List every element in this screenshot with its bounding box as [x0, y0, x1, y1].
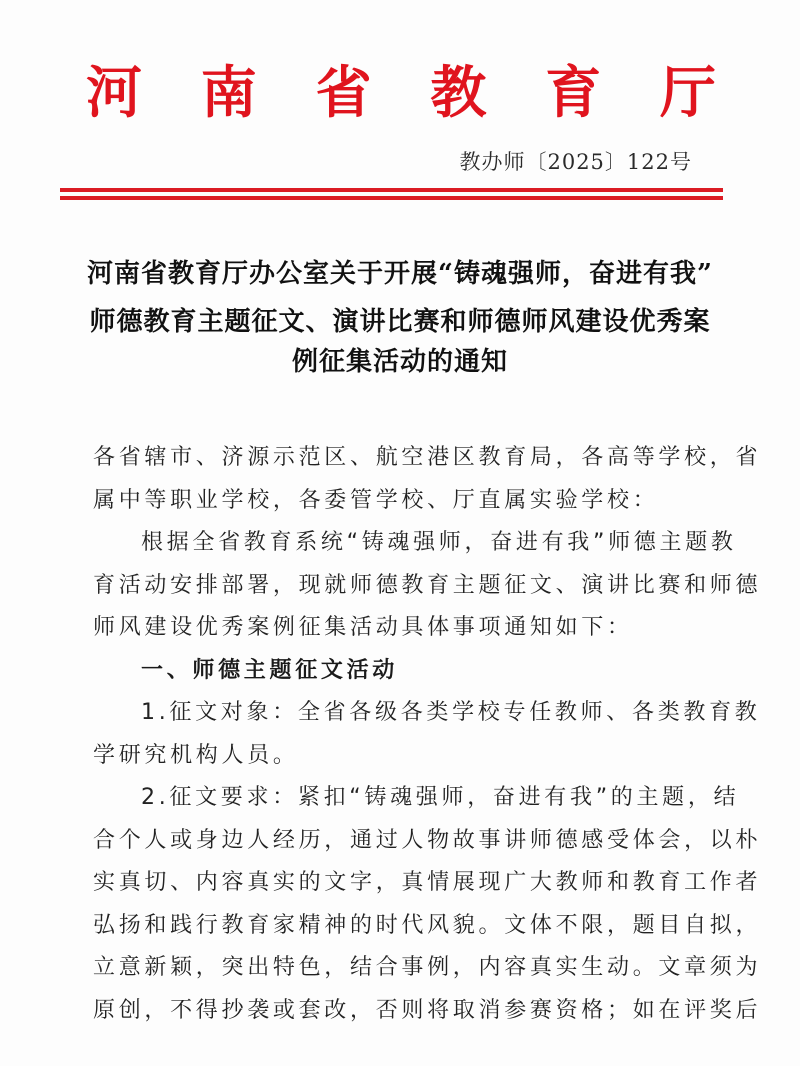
red-divider-thick [60, 188, 723, 192]
masthead-char: 教 [430, 60, 487, 126]
masthead-issuer [86, 58, 716, 128]
masthead-char: 省 [315, 60, 372, 126]
body-text-line: 弘扬和践行教育家精神的时代风貌。文体不限，题目自拟， [93, 912, 762, 938]
body-text-line: 原创，不得抄袭或套改，否则将取消参赛资格；如在评奖后 [93, 997, 762, 1023]
body-text-line: 师风建设优秀案例征集活动具体事项通知如下： [93, 615, 633, 640]
body-text-line: 育活动安排部署，现就师德教育主题征文、演讲比赛和师德 [93, 572, 762, 598]
section-heading: 一、师德主题征文活动 [141, 657, 399, 683]
body-text-line: 1.征文对象：全省各级各类学校专任教师、各类教育教 [141, 700, 761, 725]
masthead-char: 厅 [659, 60, 716, 126]
title-line: 师德教育主题征文、演讲比赛和师德师风建设优秀案 [89, 307, 711, 337]
body-text-line: 立意新颖，突出特色，结合事例，内容真实生动。文章须为 [93, 955, 762, 980]
title-line: 例征集活动的通知 [291, 347, 508, 377]
document-number: 教办师〔2025〕122号 [459, 150, 692, 174]
red-divider-thin [60, 196, 723, 200]
body-text-line: 2.征文要求：紧扣“铸魂强师，奋进有我”的主题，结 [141, 785, 740, 810]
body-text-line: 合个人或身边人经历，通过人物故事讲师德感受体会，以朴 [93, 827, 762, 853]
body-text-line: 学研究机构人员。 [93, 742, 299, 768]
document-body [93, 437, 762, 1032]
masthead-char: 育 [545, 60, 602, 126]
title-line: 河南省教育厅办公室关于开展“铸魂强师，奋进有我” [87, 259, 713, 289]
masthead-char: 南 [200, 60, 257, 126]
body-text-line: 根据全省教育系统“铸魂强师，奋进有我”师德主题教 [141, 530, 737, 555]
body-text-line: 各省辖市、济源示范区、航空港区教育局，各高等学校，省 [93, 445, 762, 470]
body-text-line: 属中等职业学校，各委管学校、厅直属实验学校： [93, 487, 659, 513]
body-text-line: 实真切、内容真实的文字，真情展现广大教师和教育工作者 [93, 870, 762, 895]
masthead-char: 河 [86, 60, 142, 126]
document-title [60, 252, 740, 384]
